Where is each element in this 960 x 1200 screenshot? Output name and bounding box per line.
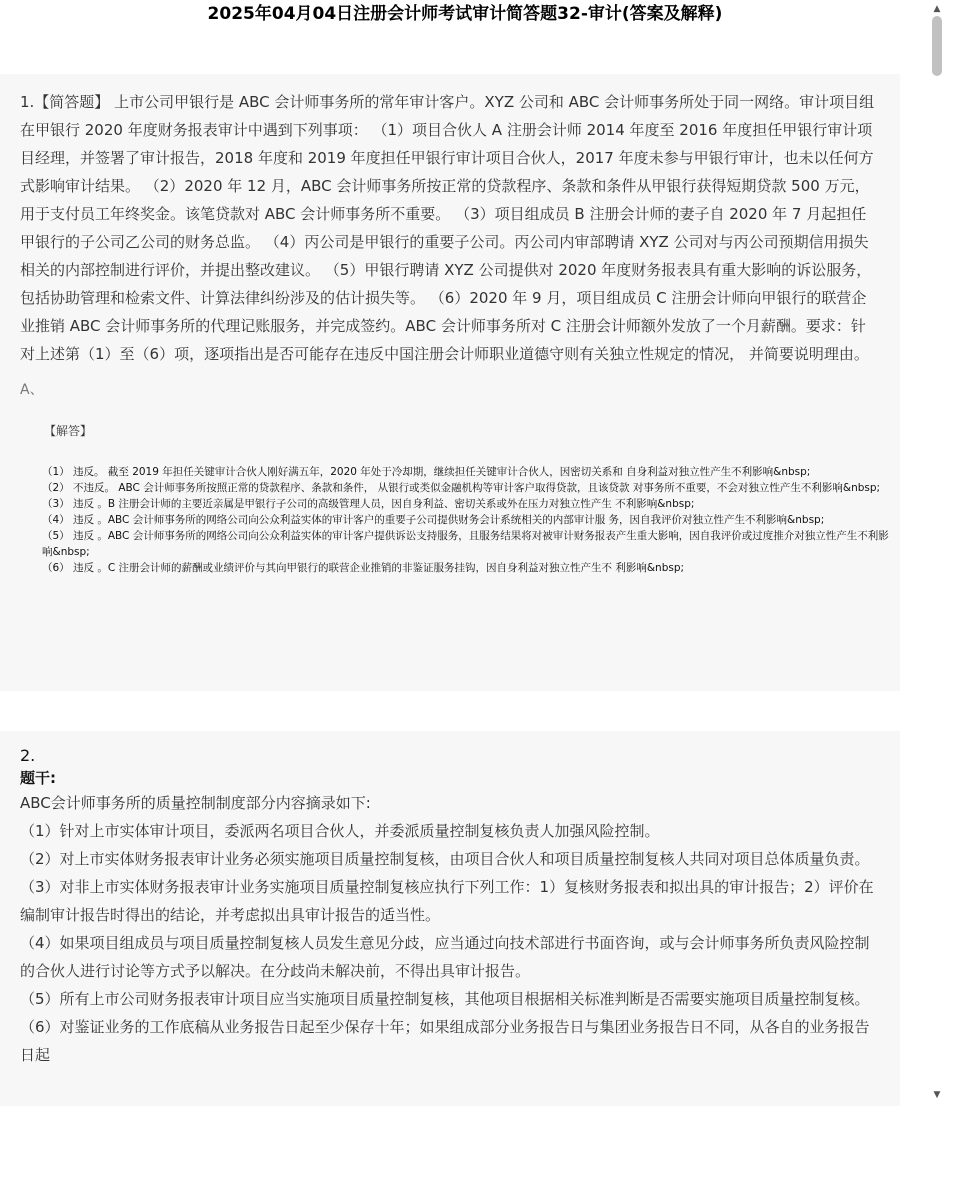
question-2-item-1: （1）针对上市实体审计项目，委派两名项目合伙人，并委派质量控制复核负责人加强风险控制。 [20, 822, 660, 840]
question-2-item-3: （3）对非上市实体财务报表审计业务实施项目质量控制复核应执行下列工作：1）复核财务报表和拟出具的审计报告；2）评价在编制审计报告时得出的结论，并考虑拟出具审计报告的适当性。 [20, 878, 874, 924]
question-2-intro: ABC会计师事务所的质量控制制度部分内容摘录如下: [20, 794, 371, 812]
answer-item-5: （5） 违反 。ABC 会计师事务所的网络公司向公众利益实体的审计客户提供诉讼支持服务，且服务结果将对被审计财务报表产生重大影响，因自我评价或过度推介对独立性产生不利影响&nbsp; [42, 530, 889, 558]
question-2-number: 2. [20, 746, 36, 765]
question-2-item-6: （6）对鉴证业务的工作底稿从业务报告日起至少保存十年；如果组成部分业务报告日与集团业务报告日不同，从各自的业务报告日起 [20, 1018, 870, 1064]
page-title: 2025年04月04日注册会计师考试审计简答题32-审计(答案及解释) [207, 4, 723, 24]
answer-item-1: （1） 违反。 截至 2019 年担任关键审计合伙人刚好满五年，2020 年处于冷却期，继续担任关键审计合伙人，因密切关系和 自身利益对独立性产生不利影响&nbsp; [42, 466, 811, 478]
question-2-stem-label: 题干: [20, 769, 56, 787]
question-2-item-5: （5）所有上市公司财务报表审计项目应当实施项目质量控制复核，其他项目根据相关标准判断是否需要实施项目质量控制复核。 [20, 990, 870, 1008]
scroll-down-arrow-icon[interactable]: ▼ [933, 1090, 941, 1100]
question-card-2 [0, 731, 900, 1106]
question-2-item-4: （4）如果项目组成员与项目质量控制复核人员发生意见分歧，应当通过向技术部进行书面咨询，或与会计师事务所负责风险控制的合伙人进行讨论等方式予以解决。在分歧尚未解决前，不得出具审计报告。 [20, 934, 870, 980]
question-1-text: 1.【简答题】 上市公司甲银行是 ABC 会计师事务所的常年审计客户。XYZ 公司和 ABC 会计师事务所处于同一网络。审计项目组在甲银行 2020 年度财务报表审计中遇到下列事项： （1）项目合伙人 A 注册会计师 2014 年度至 2016 年度担任甲银行审计项目经理，并签署了审计报告，2018 年度和 2019 年度担任甲银行审计项目合伙人，2017 年度未参与甲银行审计，也未以任何方式影响审计结果。 （2）2020 年 12 月，ABC 会计师事务所按正常的贷款程序、条款和条件从甲银行获得短期贷款 500 万元，用于支付员工年终奖金。该笔贷款对 ABC 会计师事务所不重要。 （3）项目组成员 B 注册会计师的妻子自 2020 年 7 月起担任甲银行的子公司乙公司的财务总监。 （4）丙公司是甲银行的重要子公司。丙公司内审部聘请 XYZ 公司对与丙公司预期信用损失相关的内部控制进行评价，并提出整改建议。 （5）甲银行聘请 XYZ 公司提供对 2020 年度财务报表具有重大影响的诉讼服务，包括协助管理和检索文件、计算法律纠纷涉及的估计损失等。 （6）2020 年 9 月，项目组成员 C 注册会计师向甲银行的联营企业推销 ABC 会计师事务所的代理记账服务，并完成签约。ABC 会计师事务所对 C 注册会计师额外发放了一个月薪酬。要求：针对上述第（1）至（6）项，逐项指出是否可能存在违反中国注册会计师职业道德守则有关独立性规定的情况， 并简要说明理由。 [20, 93, 875, 363]
answer-list [42, 464, 892, 576]
question-2-item-2: （2）对上市实体财务报表审计业务必须实施项目质量控制复核，由项目合伙人和项目质量控制复核人共同对项目总体质量负责。 [20, 850, 870, 868]
answer-item-4: （4） 违反 。ABC 会计师事务所的网络公司向公众利益实体的审计客户的重要子公司提供财务会计系统相关的内部审计服 务，因自我评价对独立性产生不利影响&nbsp; [42, 514, 825, 526]
scroll-up-arrow-icon[interactable]: ▲ [933, 4, 941, 14]
answer-item-2: （2） 不违反。 ABC 会计师事务所按照正常的贷款程序、条款和条件， 从银行或类似金融机构等审计客户取得贷款，且该贷款 对事务所不重要，不会对独立性产生不利影响&nbsp; [42, 482, 881, 494]
option-a[interactable]: A、 [20, 382, 44, 398]
answer-label: 【解答】 [44, 424, 93, 438]
answer-item-6: （6） 违反 。C 注册会计师的薪酬或业绩评价与其向甲银行的联营企业推销的非鉴证服务挂钩，因自身利益对独立性产生不 利影响&nbsp; [42, 562, 685, 574]
vertical-scrollbar[interactable] [928, 0, 946, 1104]
question-card-1 [0, 74, 900, 691]
answer-item-3: （3） 违反 。B 注册会计师的主要近亲属是甲银行子公司的高级管理人员，因自身利益、密切关系或外在压力对独立性产生 不利影响&nbsp; [42, 498, 695, 510]
scroll-thumb[interactable] [932, 16, 942, 76]
